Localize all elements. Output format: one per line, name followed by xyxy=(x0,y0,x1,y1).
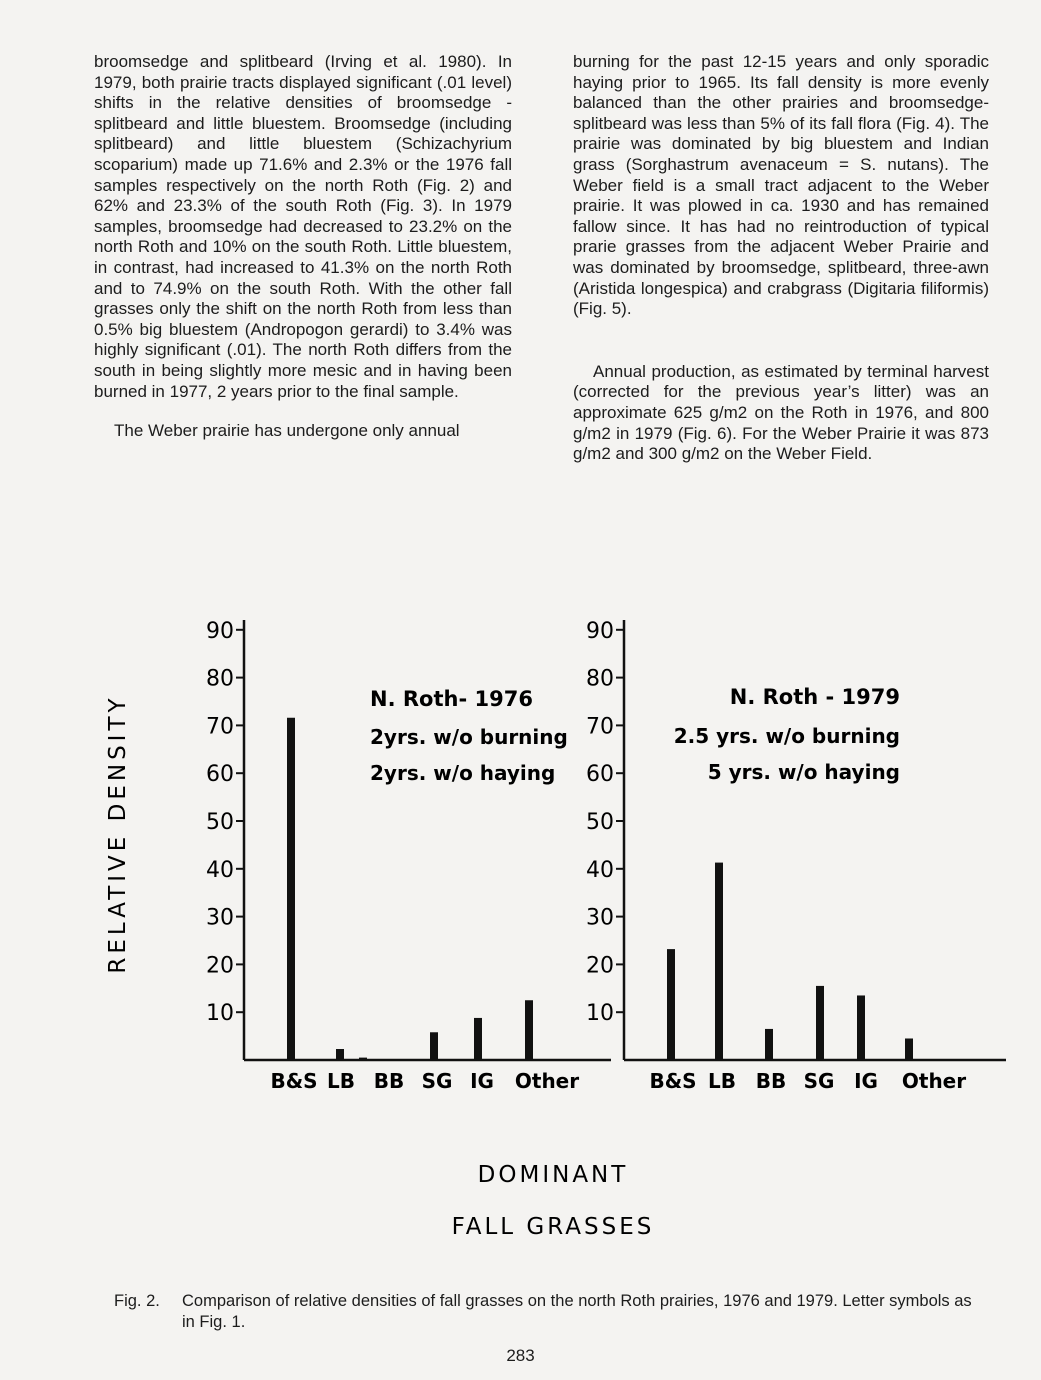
right-paragraph-1: burning for the past 12-15 years and only sporadic haying prior to 1965. Its fall density is more evenly balanced than the other prairies and broomsedge-splitbeard was less than 5% of its fall flora (Fig. 4). The prairie was dominated by big bluestem and Indian grass (Sorghastrum avenaceum = S. nutans). The Weber field is a small tract adjacent to the Weber prairie. It was plowed in ca. 1930 and has remained fallow since. It has had no reintroduction of typical prarie grasses from the adjacent Weber Prairie and was dominated by broomsedge, splitbeard, three-awn (Aristida longespica) and crabgrass (Digitaria filiformis) (Fig. 5). xyxy=(573,52,989,319)
bar-1-0 xyxy=(287,718,295,1060)
bar-1-4 xyxy=(474,1018,482,1060)
category-label-2-2: BB xyxy=(755,1069,787,1093)
y-tick-label-2-80: 80 xyxy=(586,666,614,692)
category-label-2-4: IG xyxy=(854,1069,878,1093)
y-tick-label-1-50: 50 xyxy=(206,810,234,835)
chart-subtitle-1-1: 2yrs. w/o burning xyxy=(370,725,568,749)
bar-1-2 xyxy=(359,1058,367,1060)
bar-1-5 xyxy=(525,1000,533,1060)
x-axis-label-line-2: FALL GRASSES xyxy=(451,1214,655,1240)
right-text-column xyxy=(573,52,989,465)
bar-1-3 xyxy=(430,1032,438,1060)
y-tick-label-2-20: 20 xyxy=(586,953,614,979)
caption-text: Comparison of relative densities of fall grasses on the north Roth prairies, 1976 and 1979. Letter symbols as in Fig. 1. xyxy=(182,1292,972,1331)
left-text-column xyxy=(94,52,512,442)
y-tick-label-1-40: 40 xyxy=(206,857,234,883)
bar-1-1 xyxy=(336,1049,344,1060)
chart-subtitle-2-1: 2.5 yrs. w/o burning xyxy=(673,724,900,748)
y-tick-label-1-10: 10 xyxy=(206,1001,234,1027)
bar-2-5 xyxy=(905,1038,913,1060)
bar-2-0 xyxy=(667,949,675,1060)
y-tick-label-2-50: 50 xyxy=(586,810,614,835)
figure-2-chart xyxy=(0,600,1041,1280)
chart-title-1: N. Roth- 1976 xyxy=(370,687,533,711)
bar-2-3 xyxy=(816,986,824,1060)
category-label-2-5: Other xyxy=(901,1069,967,1093)
y-tick-label-2-30: 30 xyxy=(586,905,614,931)
y-tick-label-2-40: 40 xyxy=(586,857,614,883)
y-tick-label-2-70: 70 xyxy=(586,714,614,740)
y-axis-label: RELATIVE DENSITY xyxy=(105,694,131,974)
y-tick-label-1-70: 70 xyxy=(206,714,234,740)
y-tick-label-1-20: 20 xyxy=(206,953,234,979)
category-label-1-1: LB xyxy=(327,1069,355,1093)
y-tick-label-2-90: 90 xyxy=(586,618,614,644)
bar-2-4 xyxy=(857,995,865,1060)
y-tick-label-2-60: 60 xyxy=(586,762,614,788)
bar-2-2 xyxy=(765,1029,773,1060)
caption-label: Fig. 2. xyxy=(114,1292,160,1310)
category-label-1-3: SG xyxy=(421,1069,453,1093)
category-label-2-1: LB xyxy=(708,1069,736,1093)
y-tick-label-2-10: 10 xyxy=(586,1001,614,1027)
y-tick-label-1-30: 30 xyxy=(206,905,234,931)
category-label-2-0: B&S xyxy=(649,1069,697,1093)
right-paragraph-2: Annual production, as estimated by terminal harvest (corrected for the previous year’s litter) was an approximate 625 g/m2 on the Roth in 1976, and 800 g/m2 in 1979 (Fig. 6). For the Weber Prairie it was 873 g/m2 and 300 g/m2 on the Weber Field. xyxy=(573,361,989,464)
bar-2-1 xyxy=(715,863,723,1060)
y-tick-label-1-90: 90 xyxy=(206,618,234,644)
page-number: 283 xyxy=(506,1346,535,1365)
y-tick-label-1-60: 60 xyxy=(206,762,234,788)
category-label-1-4: IG xyxy=(470,1069,494,1093)
category-label-1-5: Other xyxy=(514,1069,580,1093)
x-axis-label-line-1: DOMINANT xyxy=(477,1162,629,1188)
category-label-2-3: SG xyxy=(803,1069,835,1093)
chart-subtitle-1-2: 2yrs. w/o haying xyxy=(370,761,556,785)
category-label-1-2: BB xyxy=(373,1069,405,1093)
chart-subtitle-2-2: 5 yrs. w/o haying xyxy=(707,760,900,784)
chart-title-2: N. Roth - 1979 xyxy=(729,685,900,709)
y-tick-label-1-80: 80 xyxy=(206,666,234,692)
figure-caption xyxy=(114,1291,994,1333)
left-paragraph-2: The Weber prairie has undergone only annual xyxy=(114,421,460,441)
left-paragraph-1: broomsedge and splitbeard (Irving et al. 1980). In 1979, both prairie tracts displayed significant (.01 level) shifts in the relative densities of broomsedge - splitbeard and little bluestem. Broomsedge (including splitbeard) and little bluestem (Schizachyrium scoparium) made up 71.6% and 2.3% or the 1976 fall samples respectively on the north Roth (Fig. 2) and 62% and 23.3% of the south Roth (Fig. 3). In 1979 samples, broomsedge had decreased to 23.2% on the north Roth and 10% on the south Roth. Little bluestem, in contrast, had increased to 41.3% on the north Roth and to 74.9% on the south Roth. With the other fall grasses only the shift on the north Roth from less than 0.5% big bluestem (Andropogon gerardi) to 3.4% was highly significant (.01). The north Roth differs from the south in being slightly more mesic and in having been burned in 1977, 2 years prior to the final sample. xyxy=(94,52,512,401)
category-label-1-0: B&S xyxy=(270,1069,318,1093)
